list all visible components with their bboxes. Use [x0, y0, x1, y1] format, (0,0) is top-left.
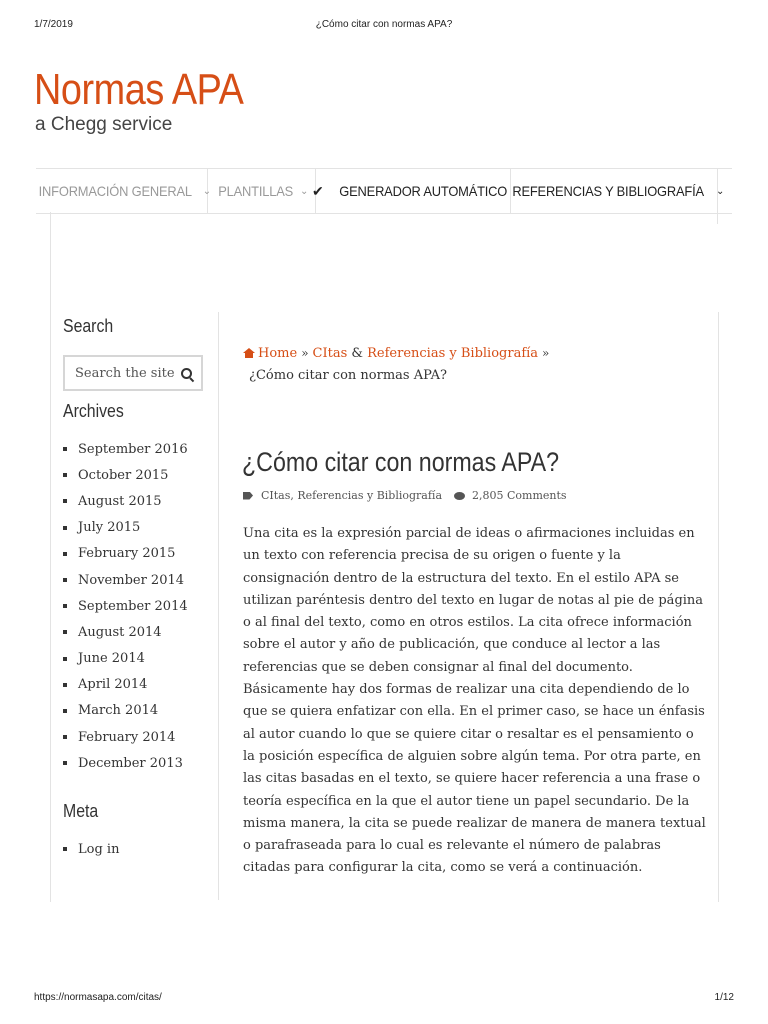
archives-widget-title: Archives — [63, 401, 124, 421]
post-meta — [243, 489, 567, 502]
search-input[interactable] — [63, 355, 203, 391]
bullet — [63, 657, 67, 661]
nav-item-informacion-general[interactable] — [36, 169, 211, 213]
archive-link[interactable]: March 2014 — [78, 703, 159, 719]
archive-link[interactable]: November 2014 — [78, 572, 185, 588]
content-border-right — [718, 312, 719, 902]
archive-item[interactable] — [63, 515, 188, 541]
archive-item[interactable] — [63, 724, 188, 750]
chevron-down-icon: ⌄ — [202, 185, 211, 197]
print-title: ¿Cómo citar con normas APA? — [315, 19, 453, 30]
chevron-down-icon: ⌄ — [300, 185, 309, 197]
breadcrumb-referencias[interactable]: Referencias y Bibliografía — [367, 346, 539, 361]
bullet — [63, 552, 67, 556]
chevron-down-icon: ⌄ — [716, 185, 725, 197]
content-border-right-top — [717, 212, 718, 224]
nav-label: GENERADOR AUTOMÁTICO — [338, 183, 507, 199]
archive-link[interactable]: July 2015 — [78, 520, 141, 536]
archive-item[interactable] — [63, 541, 188, 567]
meta-list — [63, 836, 119, 862]
breadcrumb-citas[interactable]: CItas — [312, 346, 348, 361]
archive-item[interactable] — [63, 593, 188, 619]
nav-item-referencias-bibliografia[interactable] — [511, 169, 725, 213]
archive-link[interactable]: February 2015 — [78, 546, 176, 562]
archive-link[interactable]: September 2014 — [78, 598, 188, 614]
post-comments-count[interactable]: 2,805 Comments — [472, 489, 567, 502]
breadcrumb-current: ¿Cómo citar con normas APA? — [249, 368, 447, 383]
archive-item[interactable] — [63, 488, 188, 514]
archive-item[interactable] — [63, 698, 188, 724]
archives-list — [63, 436, 188, 776]
site-logo[interactable]: Normas APA — [34, 65, 244, 114]
bullet — [63, 473, 67, 477]
archive-item[interactable] — [63, 567, 188, 593]
meta-item[interactable] — [63, 836, 119, 862]
bullet — [63, 578, 67, 582]
archive-link[interactable]: April 2014 — [78, 677, 148, 693]
post-categories[interactable]: CItas, Referencias y Bibliografía — [261, 489, 443, 502]
archive-link[interactable]: August 2015 — [78, 493, 162, 509]
bullet — [63, 735, 67, 739]
archive-link[interactable]: February 2014 — [78, 729, 176, 745]
main-nav — [36, 168, 732, 214]
nav-item-plantillas[interactable] — [208, 169, 316, 213]
nav-label: INFORMACIÓN GENERAL — [38, 183, 193, 199]
bullet — [63, 683, 67, 687]
article-body: Una cita es la expresión parcial de ideas o afirmaciones incluidas en un texto con referencia precisa de su origen o fuente y la consignación dentro de la estructura del texto. En el estilo APA se utilizan paréntesis dentro del texto en lugar de notas al pie de página o al final del texto, como en otros estilos. La cita ofrece información sobre el autor y año de publicación, que conduce al lector a las referencias que se deben consignar al final del documento. Básicamente hay dos formas de realizar una cita dependiendo de lo que se quiera enfatizar con ella. En el primer caso, se hace un énfasis al autor cuando lo que se quiere citar o resaltar es el pensamiento o la posición específica de alguien sobre algún tema. Por otra parte, en las citas basadas en el texto, se quiere hacer referencia a una frase o teoría específica en la que el autor tiene un papel secundario. De la misma manera, la cita se puede realizar de manera de manera textual o parafraseada para lo cual es relevante el número de palabras citadas para configurar la cita, como se verá a continuación. — [243, 526, 706, 876]
bullet — [63, 630, 67, 634]
nav-item-generador-automatico[interactable] — [312, 169, 511, 213]
breadcrumb-home[interactable]: Home — [258, 346, 298, 361]
content-border-left — [50, 212, 51, 902]
breadcrumb-separator: » — [301, 346, 309, 360]
check-icon: ✔ — [312, 182, 324, 199]
search-placeholder: Search the site — [75, 365, 175, 381]
breadcrumb-amp: & — [351, 346, 363, 361]
bullet — [63, 761, 67, 765]
meta-widget-title: Meta — [63, 801, 99, 821]
archive-item[interactable] — [63, 619, 188, 645]
nav-label: REFERENCIAS Y BIBLIOGRAFÍA — [512, 183, 704, 199]
home-icon — [243, 348, 254, 358]
sidebar-divider — [218, 312, 219, 900]
search-icon[interactable] — [181, 368, 191, 378]
archive-item[interactable] — [63, 462, 188, 488]
breadcrumb — [243, 342, 703, 387]
print-date: 1/7/2019 — [34, 19, 73, 30]
bullet — [63, 499, 67, 503]
archive-link[interactable]: December 2013 — [78, 755, 183, 771]
archive-link[interactable]: October 2015 — [78, 467, 169, 483]
comments-icon — [454, 492, 465, 500]
print-page-number: 1/12 — [714, 992, 734, 1003]
archive-item[interactable] — [63, 750, 188, 776]
archive-item[interactable] — [63, 672, 188, 698]
site-tagline: a Chegg service — [35, 114, 173, 135]
breadcrumb-separator: » — [542, 346, 550, 360]
article-title: ¿Cómo citar con normas APA? — [242, 447, 560, 477]
bullet — [63, 847, 67, 851]
login-link[interactable]: Log in — [78, 841, 120, 857]
archive-link[interactable]: August 2014 — [78, 624, 162, 640]
archive-item[interactable] — [63, 646, 188, 672]
bullet — [63, 604, 67, 608]
bullet — [63, 447, 67, 451]
archive-item[interactable] — [63, 436, 188, 462]
nav-label: PLANTILLAS — [218, 183, 293, 199]
archive-link[interactable]: June 2014 — [78, 651, 145, 667]
bullet — [63, 526, 67, 530]
bullet — [63, 709, 67, 713]
archive-link[interactable]: September 2016 — [78, 441, 188, 457]
search-widget-title: Search — [63, 316, 114, 336]
print-url: https://normasapa.com/citas/ — [34, 992, 162, 1003]
tag-icon — [243, 492, 253, 500]
